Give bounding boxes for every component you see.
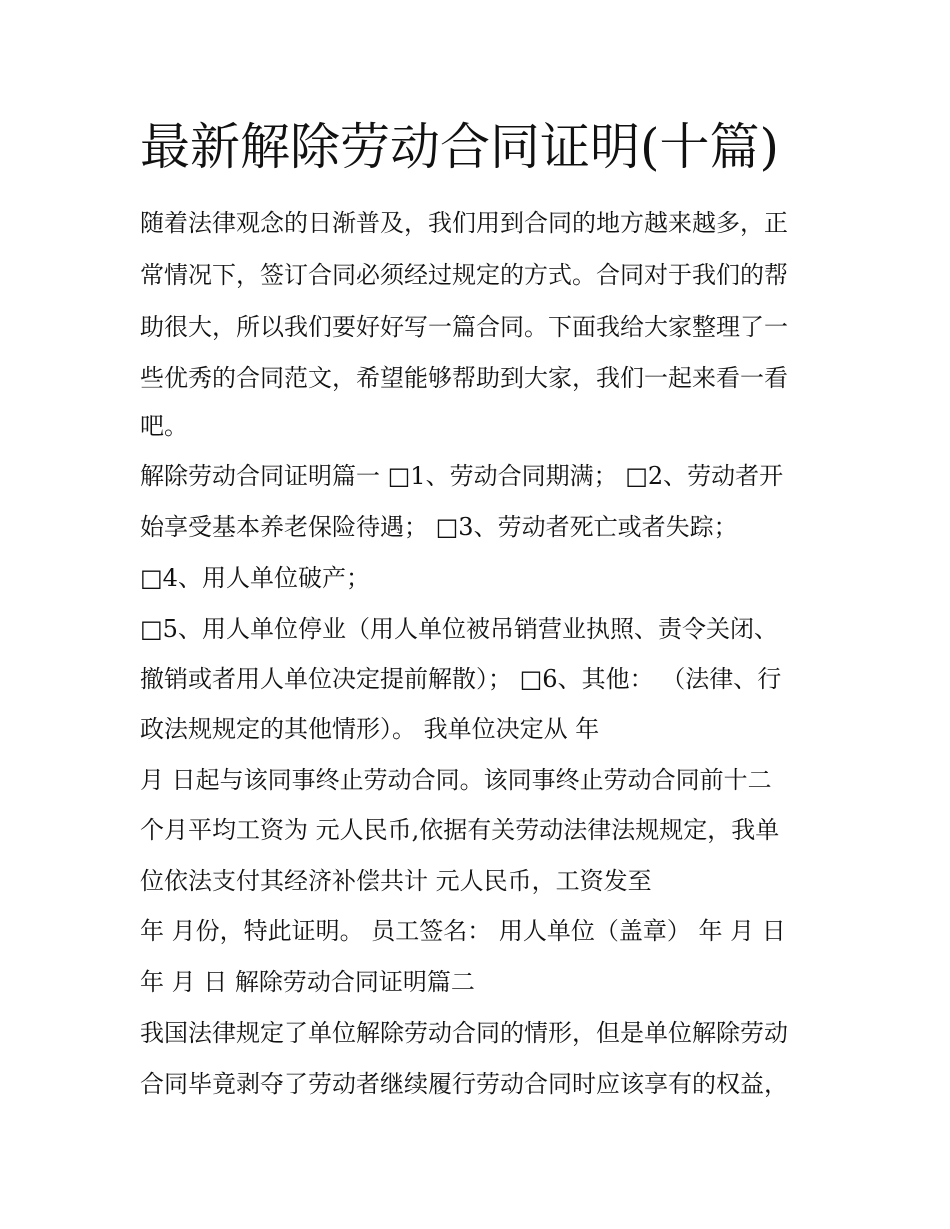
section-one-line-10: 年 月份，特此证明。 员工签名： 用人单位（盖章） 年 月 日 (140, 917, 786, 945)
body-line-1: 随着法律观念的日渐普及，我们用到合同的地方越来越多，正 (140, 209, 788, 237)
section-two-line-1: 我国法律规定了单位解除劳动合同的情形，但是单位解除劳动 (140, 1019, 788, 1047)
section-one-line-5: 撤销或者用人单位决定提前解散）； □6、其他： （法律、行 (140, 665, 782, 693)
section-one-line-7: 月 日起与该同事终止劳动合同。该同事终止劳动合同前十二 (140, 766, 772, 794)
body-line-2: 常情况下，签订合同必须经过规定的方式。合同对于我们的帮 (140, 261, 788, 289)
body-line-4: 些优秀的合同范文，希望能够帮助到大家，我们一起来看一看 (140, 364, 788, 392)
section-one-line-9: 位依法支付其经济补偿共计 元人民币，工资发至 (140, 867, 652, 895)
section-one-line-11: 年 月 日 解除劳动合同证明篇二 (140, 968, 475, 996)
section-one-line-8: 个月平均工资为 元人民币,依据有关劳动法律法规规定，我单 (140, 816, 780, 844)
section-one-line-3: □4、用人单位破产； (140, 564, 370, 592)
body-line-3: 助很大，所以我们要好好写一篇合同。下面我给大家整理了一 (140, 313, 788, 341)
section-one-line-1: 解除劳动合同证明篇一 □1、劳动合同期满； □2、劳动者开 (140, 462, 784, 490)
section-one-line-2: 始享受基本养老保险待遇； □3、劳动者死亡或者失踪； (140, 513, 738, 541)
document-title: 最新解除劳动合同证明(十篇) (140, 118, 780, 176)
section-one-line-6: 政法规规定的其他情形）。 我单位决定从 年 (140, 715, 600, 743)
body-line-5: 吧。 (140, 412, 188, 440)
section-one-line-4: □5、用人单位停业（用人单位被吊销营业执照、责令关闭、 (140, 615, 778, 643)
section-two-line-2: 合同毕竟剥夺了劳动者继续履行劳动合同时应该享有的权益， (140, 1070, 788, 1098)
